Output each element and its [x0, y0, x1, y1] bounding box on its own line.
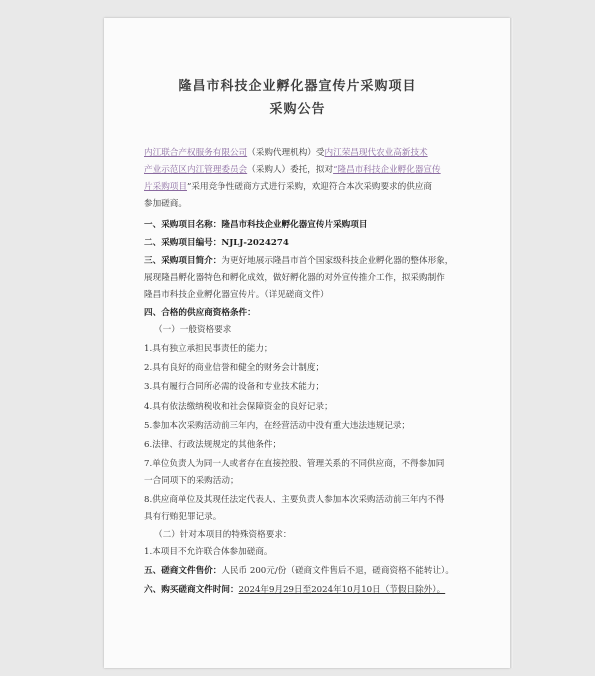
- agency-name: 内江联合产权服务有限公司: [144, 148, 248, 158]
- intro-text: （采购代理机构）受: [247, 148, 325, 158]
- section-project-number: 二、采购项目编号：NJLJ-2024274: [144, 238, 289, 248]
- intro-text: （采购人）委托，拟对: [247, 165, 334, 175]
- price-label: 五、磋商文件售价：: [144, 566, 222, 576]
- requirement-item: 6.法律、行政法规规定的其他条件；: [144, 440, 282, 450]
- brief-text: 为更好地展示隆昌市首个国家级科技企业孵化器的整体形象，: [221, 256, 454, 266]
- intro-line-2: [144, 164, 441, 176]
- price-text: 人民币 200元/份（磋商文件售后不退，磋商资格不能转让）。: [221, 566, 454, 576]
- time-text: 2024年9月29日至2024年10月10日（节假日除外）。: [238, 585, 446, 595]
- requirement-item-8-cont: 具有行贿犯罪记录。: [144, 512, 222, 522]
- requirement-item: 3.具有履行合同所必需的设备和专业技术能力；: [144, 382, 325, 392]
- requirement-item: 5.参加本次采购活动前三年内，在经营活动中没有重大违法违规记录；: [144, 421, 411, 431]
- qualification-heading: 四、合格的供应商资格条件：: [144, 308, 256, 318]
- project-name-link-cont: 片采购项目: [144, 182, 187, 192]
- requirement-item-7-cont: 一合同项下的采购活动；: [144, 476, 239, 486]
- intro-line-1: [144, 147, 428, 159]
- special-requirement-item: 1.本项目不允许联合体参加磋商。: [144, 547, 273, 557]
- requirement-item: 1.具有独立承担民事责任的能力；: [144, 344, 273, 354]
- brief-line-1: [144, 255, 453, 267]
- requirement-item-8: 8.供应商单位及其现任法定代表人、主要负责人参加本次采购活动前三年内不得: [144, 495, 445, 505]
- brief-label: 三、采购项目简介：: [144, 256, 222, 266]
- purchaser-name-cont: 产业示范区内江管理委员会: [144, 165, 248, 175]
- time-label: 六、购买磋商文件时间：: [144, 585, 239, 595]
- intro-line-4: 参加磋商。: [144, 199, 187, 209]
- special-requirements-heading: （二）针对本项目的特殊资格要求：: [154, 530, 292, 540]
- general-requirements-heading: （一）一般资格要求: [154, 325, 232, 335]
- section-project-name: 一、采购项目名称：隆昌市科技企业孵化器宣传片采购项目: [144, 220, 368, 230]
- requirement-item: 4.具有依法缴纳税收和社会保障资金的良好记录；: [144, 402, 333, 412]
- project-name-link: “隆昌市科技企业孵化器宣传: [333, 165, 441, 175]
- brief-line-3: 隆昌市科技企业孵化器宣传片。（详见磋商文件）: [144, 290, 329, 300]
- document-subtitle: 采购公告: [269, 102, 326, 117]
- requirement-item: 2.具有良好的商业信誉和健全的财务会计制度；: [144, 363, 325, 373]
- purchaser-name: 内江荣昌现代农业高新技术: [324, 148, 428, 158]
- document-title: 隆昌市科技企业孵化器宣传片采购项目: [178, 79, 417, 94]
- section-price: [144, 565, 454, 577]
- intro-text: ”采用竞争性磋商方式进行采购，欢迎符合本次采购要求的供应商: [186, 182, 433, 192]
- brief-line-2: 展现隆昌孵化器特色和孵化成效，做好孵化器的对外宣传推介工作，拟采购制作: [144, 273, 445, 283]
- section-purchase-time: [144, 584, 445, 596]
- intro-line-3: [144, 181, 432, 193]
- requirement-item-7: 7.单位负责人为同一人或者存在直接控股、管理关系的不同供应商，不得参加同: [144, 459, 445, 469]
